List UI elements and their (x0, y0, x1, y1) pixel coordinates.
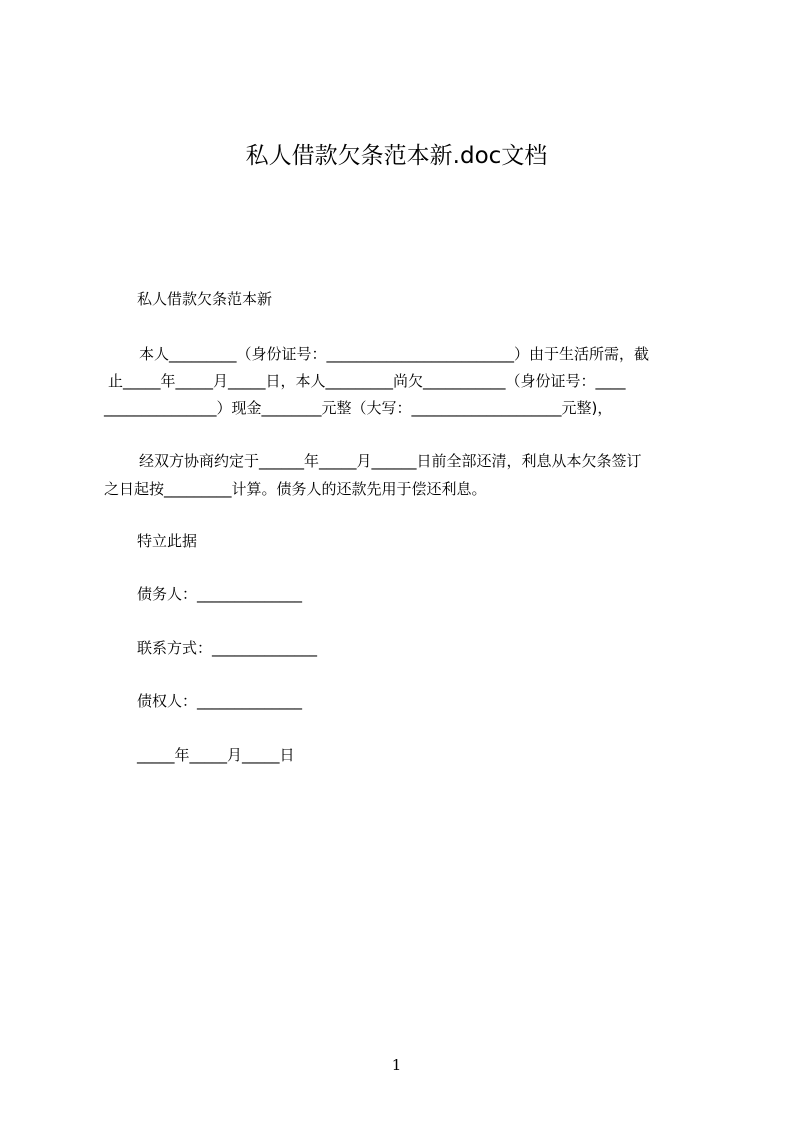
paragraph-2-line-1: 经双方协商约定于______年_____月______日前全部还清，利息从本欠条签订 (139, 452, 642, 470)
contact-line: 联系方式：______________ (137, 639, 318, 657)
document-title: 私人借款欠条范本新.doc文档 (245, 143, 548, 169)
paragraph-2-line-2: 之日起按_________计算。债务人的还款先用于偿还利息。 (104, 480, 487, 498)
paragraph-1-line-2: 止_____年_____月_____日，本人_________尚欠___________（身份证号：____ (108, 372, 626, 390)
creditor-line: 债权人：______________ (137, 692, 303, 710)
debtor-line: 债务人：______________ (137, 585, 303, 603)
paragraph-1-line-3: _______________）现金________元整（大写：____________________元整)， (104, 399, 613, 417)
page-number: 1 (391, 1056, 402, 1074)
statement-text: 特立此据 (137, 532, 198, 550)
document-heading: 私人借款欠条范本新 (137, 290, 273, 308)
paragraph-1-line-1: 本人_________（身份证号：_________________________）由于生活所需，截 (139, 345, 650, 363)
date-line: _____年_____月_____日 (137, 746, 295, 764)
